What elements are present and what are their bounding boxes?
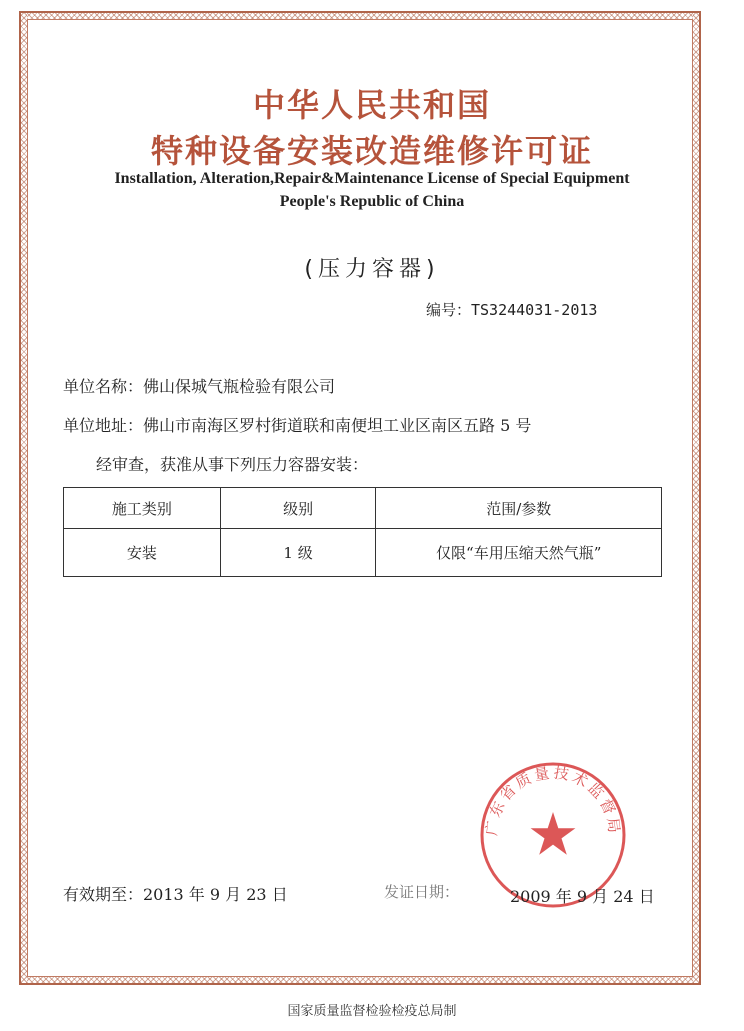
issue-date: 2009 年 9 月 24 日 (510, 887, 655, 906)
cell-level: 1 级 (220, 529, 376, 577)
title-english: Installation, Alteration,Repair&Maintenance License of Special Equipment (114, 170, 630, 187)
table-row (64, 529, 662, 577)
title-english-country: People's Republic of China (279, 193, 465, 210)
equipment-category: (压力容器) (304, 257, 440, 282)
issue-date-label: 发证日期： (384, 883, 460, 901)
column-header-type: 施工类别 (64, 488, 221, 529)
issuer-footer: 国家质量监督检验检疫总局制 (287, 1004, 457, 1019)
cell-scope: 仅限“车用压缩天然气瓶” (376, 529, 662, 577)
approval-statement: 经审查，获准从事下列压力容器安装： (96, 455, 369, 474)
unit-name: 单位名称：佛山保城气瓶检验有限公司 (63, 377, 336, 396)
cell-type: 安装 (64, 529, 221, 577)
title-license: 特种设备安装改造维修许可证 (150, 132, 593, 170)
svg-text:广东省质量技术监督局: 广东省质量技术监督局 (482, 763, 624, 837)
license-number: 编号：TS3244031-2013 (426, 301, 598, 319)
column-header-level: 级别 (220, 488, 376, 529)
column-header-scope: 范围/参数 (376, 488, 662, 529)
unit-address: 单位地址：佛山市南海区罗村街道联和南便坦工业区南区五路 5 号 (63, 416, 532, 435)
star-icon (531, 812, 576, 855)
title-country: 中华人民共和国 (252, 86, 491, 124)
validity-date: 有效期至：2013 年 9 月 23 日 (63, 885, 288, 904)
table-header-row (64, 488, 662, 529)
scope-table (63, 487, 662, 577)
